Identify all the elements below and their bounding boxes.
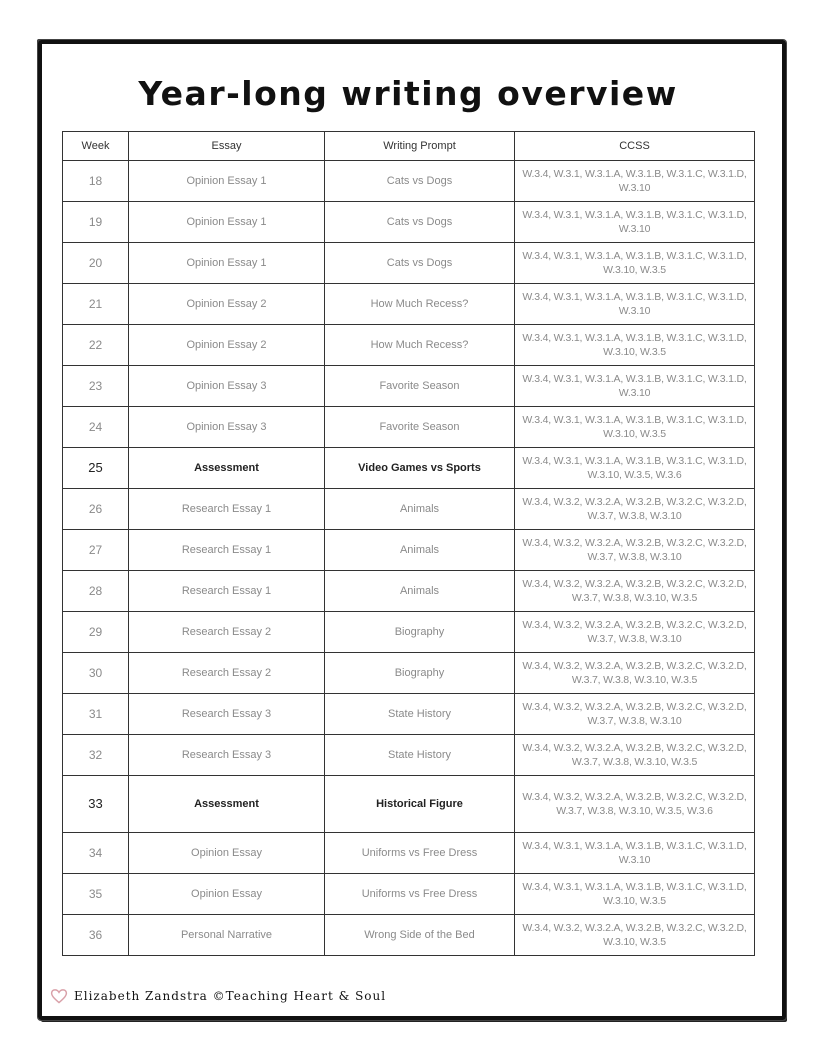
cell-ccss: W.3.4, W.3.2, W.3.2.A, W.3.2.B, W.3.2.C, W.3.2.D, W.3.10, W.3.5 xyxy=(515,915,755,956)
cell-week: 18 xyxy=(63,161,129,202)
table-row xyxy=(63,571,755,612)
header-week: Week xyxy=(63,132,129,161)
cell-essay: Opinion Essay xyxy=(129,874,325,915)
table-row xyxy=(63,489,755,530)
cell-prompt: State History xyxy=(325,694,515,735)
cell-week: 35 xyxy=(63,874,129,915)
cell-week: 26 xyxy=(63,489,129,530)
table-row-assessment xyxy=(63,448,755,489)
table-row xyxy=(63,833,755,874)
cell-prompt: Cats vs Dogs xyxy=(325,243,515,284)
table-header-row xyxy=(63,132,755,161)
cell-week: 33 xyxy=(63,776,129,833)
table-row xyxy=(63,530,755,571)
header-essay: Essay xyxy=(129,132,325,161)
cell-essay: Opinion Essay 1 xyxy=(129,161,325,202)
cell-prompt: Video Games vs Sports xyxy=(325,448,515,489)
cell-week: 32 xyxy=(63,735,129,776)
table-row xyxy=(63,325,755,366)
cell-essay: Research Essay 2 xyxy=(129,612,325,653)
cell-ccss: W.3.4, W.3.1, W.3.1.A, W.3.1.B, W.3.1.C, W.3.1.D, W.3.10, W.3.5 xyxy=(515,407,755,448)
cell-prompt: How Much Recess? xyxy=(325,284,515,325)
table-row xyxy=(63,284,755,325)
cell-ccss: W.3.4, W.3.1, W.3.1.A, W.3.1.B, W.3.1.C, W.3.1.D, W.3.10, W.3.5 xyxy=(515,325,755,366)
cell-ccss: W.3.4, W.3.1, W.3.1.A, W.3.1.B, W.3.1.C, W.3.1.D, W.3.10, W.3.5, W.3.6 xyxy=(515,448,755,489)
cell-ccss: W.3.4, W.3.2, W.3.2.A, W.3.2.B, W.3.2.C, W.3.2.D, W.3.7, W.3.8, W.3.10, W.3.5 xyxy=(515,571,755,612)
table-row xyxy=(63,653,755,694)
cell-ccss: W.3.4, W.3.2, W.3.2.A, W.3.2.B, W.3.2.C, W.3.2.D, W.3.7, W.3.8, W.3.10, W.3.5 xyxy=(515,735,755,776)
cell-ccss: W.3.4, W.3.2, W.3.2.A, W.3.2.B, W.3.2.C, W.3.2.D, W.3.7, W.3.8, W.3.10 xyxy=(515,489,755,530)
heart-outline-icon xyxy=(50,988,68,1004)
table-row xyxy=(63,202,755,243)
cell-week: 19 xyxy=(63,202,129,243)
cell-prompt: Biography xyxy=(325,612,515,653)
cell-essay: Research Essay 1 xyxy=(129,571,325,612)
table-row-assessment xyxy=(63,776,755,833)
cell-essay: Opinion Essay 1 xyxy=(129,202,325,243)
cell-prompt: Favorite Season xyxy=(325,407,515,448)
table-row xyxy=(63,694,755,735)
cell-essay: Opinion Essay 2 xyxy=(129,284,325,325)
cell-essay: Research Essay 1 xyxy=(129,489,325,530)
cell-week: 21 xyxy=(63,284,129,325)
cell-essay: Opinion Essay 3 xyxy=(129,407,325,448)
table-row xyxy=(63,915,755,956)
cell-prompt: Cats vs Dogs xyxy=(325,202,515,243)
cell-ccss: W.3.4, W.3.2, W.3.2.A, W.3.2.B, W.3.2.C, W.3.2.D, W.3.7, W.3.8, W.3.10 xyxy=(515,694,755,735)
page-title: Year-long writing overview xyxy=(138,74,678,113)
table-row xyxy=(63,366,755,407)
footer-text: Elizabeth Zandstra ©Teaching Heart & Soul xyxy=(74,989,387,1003)
cell-week: 25 xyxy=(63,448,129,489)
table-body xyxy=(63,161,755,956)
cell-week: 28 xyxy=(63,571,129,612)
cell-prompt: Historical Figure xyxy=(325,776,515,833)
cell-essay: Assessment xyxy=(129,776,325,833)
cell-essay: Research Essay 1 xyxy=(129,530,325,571)
cell-ccss: W.3.4, W.3.1, W.3.1.A, W.3.1.B, W.3.1.C, W.3.1.D, W.3.10 xyxy=(515,833,755,874)
cell-essay: Opinion Essay 1 xyxy=(129,243,325,284)
cell-prompt: Animals xyxy=(325,571,515,612)
cell-ccss: W.3.4, W.3.1, W.3.1.A, W.3.1.B, W.3.1.C, W.3.1.D, W.3.10 xyxy=(515,366,755,407)
footer-credit xyxy=(50,987,392,1005)
table-row xyxy=(63,243,755,284)
cell-ccss: W.3.4, W.3.1, W.3.1.A, W.3.1.B, W.3.1.C, W.3.1.D, W.3.10 xyxy=(515,202,755,243)
cell-prompt: Animals xyxy=(325,489,515,530)
cell-essay: Research Essay 2 xyxy=(129,653,325,694)
table-row xyxy=(63,407,755,448)
cell-prompt: How Much Recess? xyxy=(325,325,515,366)
cell-prompt: Biography xyxy=(325,653,515,694)
cell-essay: Opinion Essay xyxy=(129,833,325,874)
cell-week: 30 xyxy=(63,653,129,694)
cell-week: 24 xyxy=(63,407,129,448)
cell-ccss: W.3.4, W.3.2, W.3.2.A, W.3.2.B, W.3.2.C, W.3.2.D, W.3.7, W.3.8, W.3.10, W.3.5 xyxy=(515,653,755,694)
cell-week: 34 xyxy=(63,833,129,874)
cell-prompt: State History xyxy=(325,735,515,776)
table-row xyxy=(63,735,755,776)
cell-prompt: Uniforms vs Free Dress xyxy=(325,833,515,874)
cell-prompt: Animals xyxy=(325,530,515,571)
cell-prompt: Uniforms vs Free Dress xyxy=(325,874,515,915)
cell-essay: Personal Narrative xyxy=(129,915,325,956)
cell-ccss: W.3.4, W.3.1, W.3.1.A, W.3.1.B, W.3.1.C, W.3.1.D, W.3.10, W.3.5 xyxy=(515,243,755,284)
cell-ccss: W.3.4, W.3.2, W.3.2.A, W.3.2.B, W.3.2.C, W.3.2.D, W.3.7, W.3.8, W.3.10 xyxy=(515,530,755,571)
header-ccss: CCSS xyxy=(515,132,755,161)
cell-ccss: W.3.4, W.3.1, W.3.1.A, W.3.1.B, W.3.1.C, W.3.1.D, W.3.10, W.3.5 xyxy=(515,874,755,915)
header-writing-prompt: Writing Prompt xyxy=(325,132,515,161)
cell-week: 23 xyxy=(63,366,129,407)
cell-week: 29 xyxy=(63,612,129,653)
cell-essay: Opinion Essay 2 xyxy=(129,325,325,366)
cell-prompt: Favorite Season xyxy=(325,366,515,407)
cell-week: 36 xyxy=(63,915,129,956)
cell-ccss: W.3.4, W.3.1, W.3.1.A, W.3.1.B, W.3.1.C, W.3.1.D, W.3.10 xyxy=(515,284,755,325)
cell-prompt: Wrong Side of the Bed xyxy=(325,915,515,956)
cell-essay: Opinion Essay 3 xyxy=(129,366,325,407)
table-row xyxy=(63,874,755,915)
cell-essay: Research Essay 3 xyxy=(129,694,325,735)
cell-essay: Assessment xyxy=(129,448,325,489)
cell-week: 20 xyxy=(63,243,129,284)
table-row xyxy=(63,612,755,653)
writing-overview-table xyxy=(62,131,755,956)
cell-essay: Research Essay 3 xyxy=(129,735,325,776)
cell-ccss: W.3.4, W.3.2, W.3.2.A, W.3.2.B, W.3.2.C, W.3.2.D, W.3.7, W.3.8, W.3.10, W.3.5, W.3.6 xyxy=(515,776,755,833)
table-row xyxy=(63,161,755,202)
cell-ccss: W.3.4, W.3.1, W.3.1.A, W.3.1.B, W.3.1.C, W.3.1.D, W.3.10 xyxy=(515,161,755,202)
cell-week: 27 xyxy=(63,530,129,571)
cell-week: 31 xyxy=(63,694,129,735)
cell-week: 22 xyxy=(63,325,129,366)
cell-ccss: W.3.4, W.3.2, W.3.2.A, W.3.2.B, W.3.2.C, W.3.2.D, W.3.7, W.3.8, W.3.10 xyxy=(515,612,755,653)
cell-prompt: Cats vs Dogs xyxy=(325,161,515,202)
